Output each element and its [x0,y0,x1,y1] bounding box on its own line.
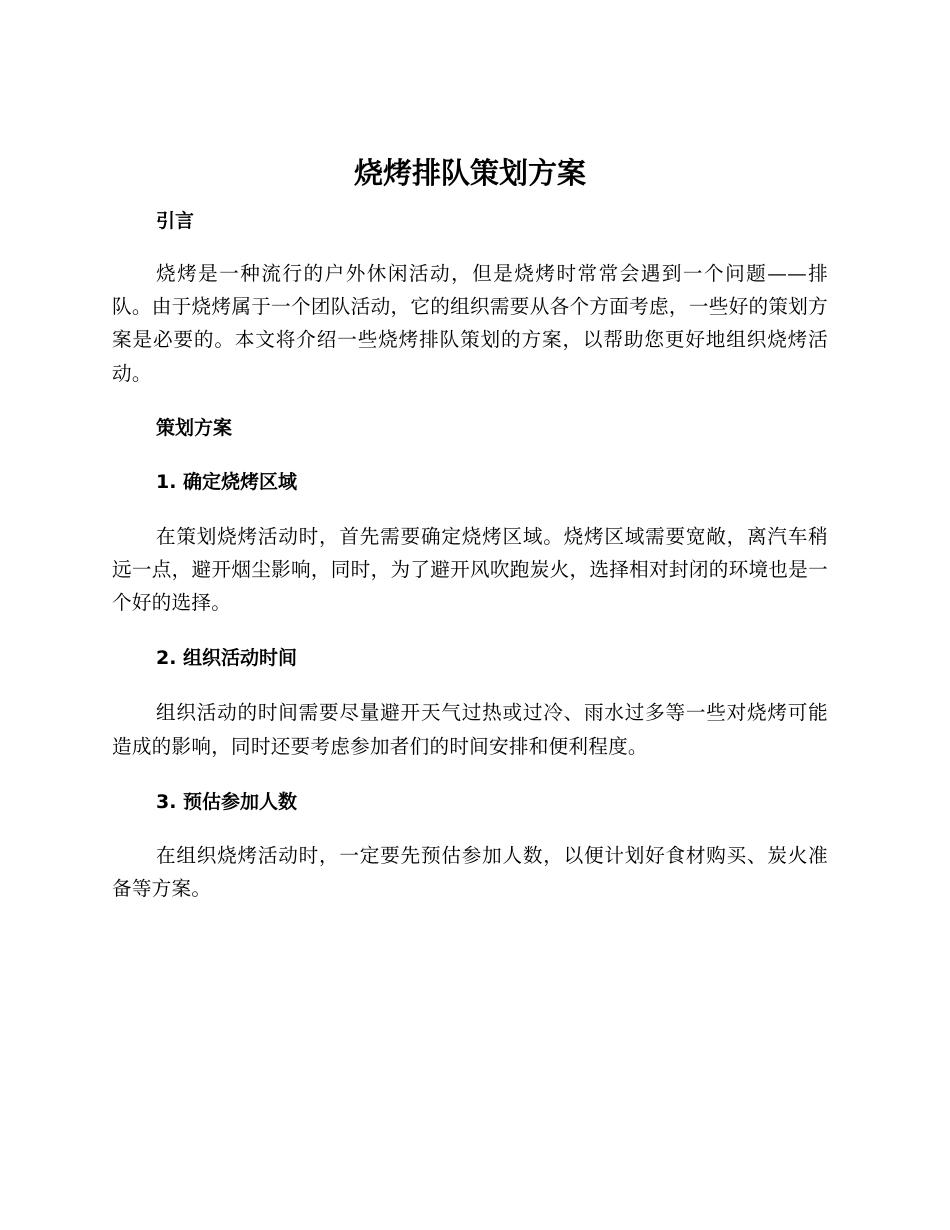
step1-heading: 1. 确定烧烤区域 [156,470,298,493]
intro-heading: 引言 [156,210,195,232]
step3-paragraph: 在组织烧烤活动时，一定要先预估参加人数，以便计划好食材购买、炭火准备等方案。 [112,843,828,901]
intro-paragraph: 烧烤是一种流行的户外休闲活动，但是烧烤时常常会遇到一个问题——排队。由于烧烤属于一个团队活动，它的组织需要从各个方面考虑，一些好的策划方案是必要的。本文将介绍一些烧烤排队策划的方案，以帮助您更好地组织烧烤活动。 [112,262,828,385]
step3-heading: 3. 预估参加人数 [156,790,298,813]
document-page [112,150,828,905]
document-title: 烧烤排队策划方案 [353,156,586,190]
step1-paragraph: 在策划烧烤活动时，首先需要确定烧烤区域。烧烤区域需要宽敞，离汽车稍远一点，避开烟尘影响，同时，为了避开风吹跑炭火，选择相对封闭的环境也是一个好的选择。 [112,524,828,615]
step2-paragraph: 组织活动的时间需要尽量避开天气过热或过冷、雨水过多等一些对烧烤可能造成的影响，同时还要考虑参加者们的时间安排和便利程度。 [112,701,828,758]
plan-heading: 策划方案 [156,416,233,439]
step2-heading: 2. 组织活动时间 [156,647,298,670]
